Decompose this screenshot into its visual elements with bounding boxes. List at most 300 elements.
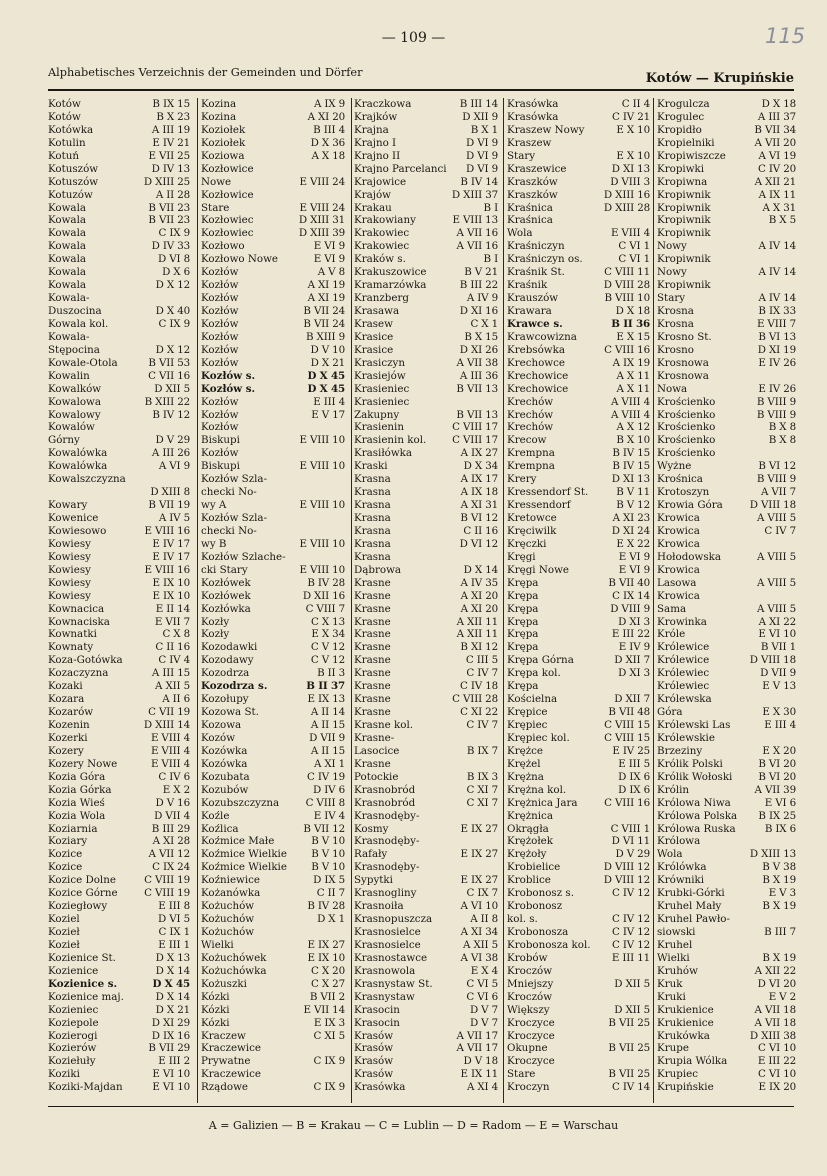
place-name: Kożuchów (201, 926, 255, 938)
map-reference: C VIII 11 (604, 266, 650, 279)
place-name: Krężna (507, 770, 544, 783)
index-entry (48, 1042, 192, 1055)
place-name: Stare (507, 1068, 536, 1081)
map-reference: B IX 25 (758, 809, 796, 822)
place-name: Krasów (354, 1055, 394, 1068)
index-entry (507, 848, 652, 861)
index-entry (354, 551, 500, 564)
map-reference: C III 5 (465, 654, 498, 667)
index-entry (507, 810, 652, 823)
index-entry (507, 305, 652, 318)
place-name: Kownacica (48, 602, 105, 615)
place-name: Koza-Gotówka (48, 654, 123, 667)
map-reference: D IX 6 (618, 783, 650, 796)
place-name: Kozice (48, 848, 83, 861)
index-entry (507, 331, 652, 344)
map-reference: B VIII 10 (604, 292, 650, 305)
index-entry (201, 279, 347, 292)
index-entry (48, 603, 192, 616)
map-reference: E II 14 (155, 602, 190, 615)
map-reference: A X 18 (311, 149, 345, 162)
index-entry (354, 1055, 500, 1068)
index-entry (48, 654, 192, 667)
map-reference: A X 31 (762, 201, 796, 214)
place-name: Krakau (354, 201, 392, 214)
map-reference: C V 12 (310, 654, 345, 667)
place-name: Kraków s. (354, 253, 406, 266)
index-entry (354, 913, 500, 926)
place-name: Krępa (507, 641, 539, 654)
map-reference: B XIII 22 (144, 395, 190, 408)
index-entry (507, 590, 652, 603)
place-name: Kroczyce (507, 1029, 555, 1042)
place-name: Krobonosza (507, 926, 569, 938)
map-reference: A XI 19 (307, 279, 345, 292)
place-name: Kowiesy (48, 550, 91, 563)
index-entry (354, 163, 500, 176)
place-name: Królewska (657, 693, 712, 706)
index-entry (201, 887, 347, 900)
index-entry (354, 409, 500, 422)
map-reference: E III 5 (618, 757, 650, 770)
index-entry (201, 952, 347, 965)
index-entry (507, 952, 652, 965)
index-entry (507, 512, 652, 525)
map-reference: D XIII 31 (298, 214, 345, 227)
map-reference: E V 13 (762, 680, 796, 693)
index-entry (657, 1068, 798, 1081)
place-name: Krauszów (507, 292, 559, 305)
place-name: Koziepole (48, 1016, 99, 1029)
index-entry (48, 189, 192, 202)
place-name: Krasnosielce (354, 926, 421, 938)
place-name: Kowalowa (48, 395, 102, 408)
place-name: Krasnystaw St. (354, 977, 433, 990)
place-name: Kozina (201, 98, 237, 110)
map-reference: C IX 14 (612, 589, 650, 602)
index-entry (507, 758, 652, 771)
place-name: Lasocice (354, 744, 400, 757)
index-entry (201, 641, 347, 654)
index-entry (48, 227, 192, 240)
place-name: Kozłówek (201, 576, 251, 589)
map-reference: A VI 38 (460, 951, 498, 964)
index-entry (507, 137, 652, 150)
map-reference: B VII 12 (303, 822, 345, 835)
place-name: Krechów (507, 421, 554, 434)
map-reference: C VIII 28 (452, 693, 498, 706)
map-reference: D XIII 13 (749, 848, 796, 861)
map-reference: D VI 9 (466, 149, 498, 162)
index-entry (507, 486, 652, 499)
index-entry (48, 396, 192, 409)
index-entry (507, 473, 652, 486)
place-name: Kozłów (201, 317, 239, 330)
map-reference: B V 10 (311, 848, 345, 861)
index-entry (201, 797, 347, 810)
place-name: Kozłów (201, 266, 239, 279)
map-reference: A XII 11 (456, 615, 498, 628)
place-name: Kozieniec (48, 1003, 99, 1016)
index-entry (48, 124, 192, 137)
map-reference: B VII 48 (608, 706, 650, 719)
index-entry (507, 111, 652, 124)
map-reference: B V 10 (311, 835, 345, 848)
map-reference: A VI 10 (460, 900, 498, 913)
index-entry (354, 240, 500, 253)
map-reference: A IX 18 (460, 486, 498, 499)
place-name: Kressendorf St. (507, 486, 589, 499)
place-name: Kozówka (201, 744, 248, 757)
index-entry (354, 745, 500, 758)
place-name: Kruhel (657, 938, 693, 951)
map-reference: A VIII 5 (757, 576, 796, 589)
place-name: Krasne (354, 589, 391, 602)
index-entry (48, 486, 192, 499)
map-reference: E III 11 (611, 951, 650, 964)
index-entry (48, 965, 192, 978)
index-entry (201, 551, 347, 564)
index-entry (507, 189, 652, 202)
map-reference: B I (483, 253, 498, 266)
map-reference: C VIII 17 (452, 421, 498, 434)
map-reference: C IV 12 (612, 926, 650, 938)
map-reference: B IX 15 (152, 98, 190, 110)
place-name: Kozłówek (201, 589, 251, 602)
place-name: Krężnica Jara (507, 796, 578, 809)
place-name: Krępa (507, 602, 539, 615)
place-name: Krasnoiła (354, 900, 404, 913)
index-column-1 (48, 98, 192, 1098)
map-reference: B V 38 (762, 861, 796, 874)
index-entry (657, 396, 798, 409)
map-reference: C IV 18 (460, 680, 498, 693)
place-name: Krasnostawce (354, 951, 428, 964)
place-name: Krężnica (507, 809, 553, 822)
index-entry (48, 784, 192, 797)
index-entry (657, 616, 798, 629)
index-entry (201, 383, 347, 396)
index-entry (48, 434, 192, 447)
map-reference: B VII 13 (456, 408, 498, 421)
place-name: Krasne (354, 628, 391, 641)
index-entry (657, 473, 798, 486)
index-entry (657, 1030, 798, 1043)
map-reference: B X 19 (762, 900, 796, 913)
index-entry (354, 486, 500, 499)
place-name: Krechów (507, 395, 554, 408)
index-entry (354, 603, 500, 616)
index-entry (48, 823, 192, 836)
index-entry (201, 331, 347, 344)
place-name: Królewiec (657, 680, 710, 693)
place-name: Krakowiany (354, 214, 416, 227)
index-entry (354, 577, 500, 590)
map-reference: C IV 7 (466, 667, 498, 680)
map-reference: E IX 27 (460, 874, 498, 887)
place-name: Kropiwnik (657, 279, 711, 292)
place-name: Kozarów (48, 706, 94, 719)
place-name: Kozłów (201, 330, 239, 343)
map-reference: D X 18 (615, 305, 650, 317)
place-name: Kropiwki (657, 162, 705, 175)
place-name: Kozodrza (201, 667, 250, 680)
map-reference: E VI 10 (152, 1068, 190, 1081)
map-reference: D IX 16 (151, 1029, 190, 1042)
place-name: Kowalków (48, 382, 102, 395)
index-entry (201, 926, 347, 939)
map-reference: A X 11 (616, 369, 650, 382)
map-reference: C IX 24 (152, 861, 190, 874)
index-entry (201, 292, 347, 305)
place-name: Krukienice (657, 1003, 714, 1016)
index-entry (354, 926, 500, 939)
map-reference: E IX 10 (152, 589, 190, 602)
map-reference: D VI 8 (158, 253, 190, 266)
place-name: Kowalszczyzna (48, 473, 126, 486)
index-entry (201, 719, 347, 732)
place-name: Krobonosz (507, 900, 563, 913)
place-name: Królowa Niwa (657, 796, 731, 809)
place-name: Krakowiec (354, 240, 410, 253)
place-name: Kowiesy (48, 537, 91, 550)
index-entry (354, 305, 500, 318)
place-name: Krasne (354, 667, 391, 680)
map-reference: E VIII 13 (452, 214, 498, 227)
map-reference: E III 4 (764, 719, 796, 731)
place-name: Krasna (354, 473, 391, 486)
place-name: Krasnobród (354, 796, 416, 809)
index-entry (354, 1017, 500, 1030)
map-reference: D VIII 28 (603, 279, 650, 292)
map-reference: A IX 17 (460, 473, 498, 486)
index-entry (507, 1055, 652, 1068)
map-reference: E IX 27 (460, 848, 498, 861)
map-reference: E VIII 16 (144, 524, 190, 537)
place-name: Krasienin (354, 421, 404, 434)
index-entry (201, 305, 347, 318)
index-entry (507, 978, 652, 991)
place-name: Kościelna (507, 693, 558, 706)
place-name: Nowy (657, 266, 687, 279)
place-name: Kozłowice (201, 162, 254, 175)
map-reference: C IV 21 (612, 110, 650, 123)
place-name: Kozłowiec (201, 227, 254, 240)
place-name: Krupiec (657, 1068, 698, 1081)
index-entry (48, 344, 192, 357)
map-reference: E X 22 (616, 537, 650, 550)
map-reference: A IX 11 (758, 188, 796, 201)
place-name: Kozienice s. (48, 977, 118, 990)
index-entry (507, 357, 652, 370)
index-entry (354, 318, 500, 331)
index-entry (201, 603, 347, 616)
index-entry (48, 732, 192, 745)
map-reference: E IV 25 (612, 744, 650, 757)
index-entry (48, 279, 192, 292)
index-entry (48, 331, 192, 344)
place-name: Kretowce (507, 512, 557, 524)
place-name: Krępa (507, 628, 539, 641)
index-entry (201, 693, 347, 706)
map-reference: E X 4 (470, 964, 498, 977)
place-name: Kropiwnik (657, 253, 711, 266)
map-reference: D XI 29 (151, 1016, 190, 1029)
place-name: Krasne- (354, 731, 395, 744)
map-reference: A XII 5 (155, 680, 190, 693)
map-reference: D IV 33 (151, 240, 190, 253)
index-entry (657, 409, 798, 422)
index-entry (354, 421, 500, 434)
place-name: Kotuzów (48, 188, 93, 201)
place-name: Kózki (201, 1016, 230, 1029)
index-entry (657, 628, 798, 641)
index-entry (201, 680, 347, 693)
index-entry (657, 163, 798, 176)
index-entry (201, 628, 347, 641)
index-entry (507, 370, 652, 383)
index-entry (48, 421, 192, 434)
index-entry (657, 926, 798, 939)
map-reference: B VI 13 (758, 330, 796, 343)
index-column-2 (201, 98, 347, 1098)
index-entry (48, 577, 192, 590)
index-entry (354, 732, 500, 745)
place-name: Kraśnik St. (507, 266, 565, 279)
index-entry (657, 266, 798, 279)
index-entry (201, 654, 347, 667)
place-name: Koziki (48, 1068, 80, 1081)
place-name: Krasna (354, 486, 391, 499)
place-name: Kozły (201, 628, 230, 641)
index-entry (201, 810, 347, 823)
index-entry (354, 176, 500, 189)
map-reference: D V 10 (310, 343, 345, 356)
index-entry (657, 603, 798, 616)
index-entry (507, 835, 652, 848)
map-reference: D XII 7 (614, 693, 650, 706)
map-reference: E VIII 10 (299, 563, 345, 576)
index-entry (657, 784, 798, 797)
place-name: Kraski (354, 460, 388, 473)
index-entry (201, 823, 347, 836)
map-reference: B IX 7 (466, 744, 498, 757)
place-name: Krosnowa (657, 369, 709, 382)
map-reference: A XII 21 (754, 175, 796, 188)
map-reference: C XI 22 (460, 706, 498, 719)
map-reference: C X 27 (311, 977, 345, 990)
index-entry (48, 551, 192, 564)
map-reference: E VIII 24 (299, 201, 345, 214)
place-name: Krosno St. (657, 330, 712, 343)
map-reference: E IX 20 (758, 1081, 796, 1094)
place-name: Krery (507, 473, 537, 486)
index-entry (201, 978, 347, 991)
index-entry (354, 344, 500, 357)
place-name: Krotoszyn (657, 486, 710, 499)
index-entry (201, 396, 347, 409)
map-reference: D XIII 38 (749, 1029, 796, 1042)
index-entry (354, 693, 500, 706)
map-reference: D X 1 (317, 913, 345, 926)
map-reference: C IX 9 (313, 1055, 345, 1068)
place-name: Kraśnica (507, 214, 553, 227)
place-name: Kruhów (657, 964, 698, 977)
place-name: Kranzberg (354, 292, 410, 305)
index-entry (507, 1068, 652, 1081)
place-name: Rządowe (201, 1081, 249, 1094)
index-entry (48, 98, 192, 111)
map-reference: A XI 1 (313, 757, 345, 770)
index-entry (48, 900, 192, 913)
index-entry (354, 641, 500, 654)
map-reference: D IX 5 (313, 874, 345, 887)
map-reference: B VIII 9 (756, 408, 796, 421)
index-entry (48, 628, 192, 641)
place-name: Kozubata (201, 770, 250, 783)
index-entry (657, 667, 798, 680)
map-reference: C X 20 (311, 964, 345, 977)
place-name: Kraszew (507, 136, 552, 149)
place-name: Kręgi Nowe (507, 563, 569, 576)
place-name: Królewiec (657, 667, 710, 680)
index-entry (48, 163, 192, 176)
place-name: Koziołek (201, 123, 246, 136)
map-reference: C XI 7 (466, 796, 498, 809)
map-reference: A IV 9 (466, 292, 498, 305)
map-reference: A XI 20 (307, 110, 345, 123)
index-entry (507, 965, 652, 978)
map-reference: E VII 25 (148, 149, 190, 162)
index-entry (201, 344, 347, 357)
map-reference: D V 7 (469, 1016, 498, 1029)
place-name: Stępocina (48, 343, 100, 356)
place-name: Kozice (48, 861, 83, 874)
index-entry (657, 732, 798, 745)
map-reference: E VIII 10 (299, 537, 345, 550)
map-reference: B IV 15 (612, 447, 650, 460)
place-name: Kozłów Szlache- (201, 550, 286, 563)
map-reference: A XI 28 (152, 835, 190, 848)
map-reference: C X 1 (470, 317, 498, 330)
index-entry (507, 460, 652, 473)
place-name: Krechowice (507, 382, 569, 395)
map-reference: A VII 18 (754, 1016, 796, 1029)
place-name: Krajna (354, 123, 389, 136)
map-reference: D XIII 37 (451, 188, 498, 201)
index-entry (507, 292, 652, 305)
map-reference: E III 2 (158, 1055, 190, 1068)
map-reference: D XIII 39 (298, 227, 345, 240)
map-reference: A III 15 (151, 667, 190, 680)
map-reference: C VIII 1 (610, 822, 650, 835)
index-entry (201, 150, 347, 163)
index-entry (354, 1004, 500, 1017)
index-entry (201, 965, 347, 978)
map-reference: D XI 19 (757, 343, 796, 356)
index-entry (354, 887, 500, 900)
place-name: Koziowa (201, 149, 245, 162)
index-entry (657, 680, 798, 693)
map-reference: C VII 19 (148, 706, 190, 719)
map-reference: E VIII 10 (299, 434, 345, 447)
index-entry (657, 240, 798, 253)
place-name: Kożanówka (201, 887, 261, 900)
index-entry (657, 848, 798, 861)
place-name: Dąbrowa (354, 563, 402, 576)
place-name: Kozowa (201, 719, 242, 731)
map-reference: C VI 1 (618, 240, 650, 253)
